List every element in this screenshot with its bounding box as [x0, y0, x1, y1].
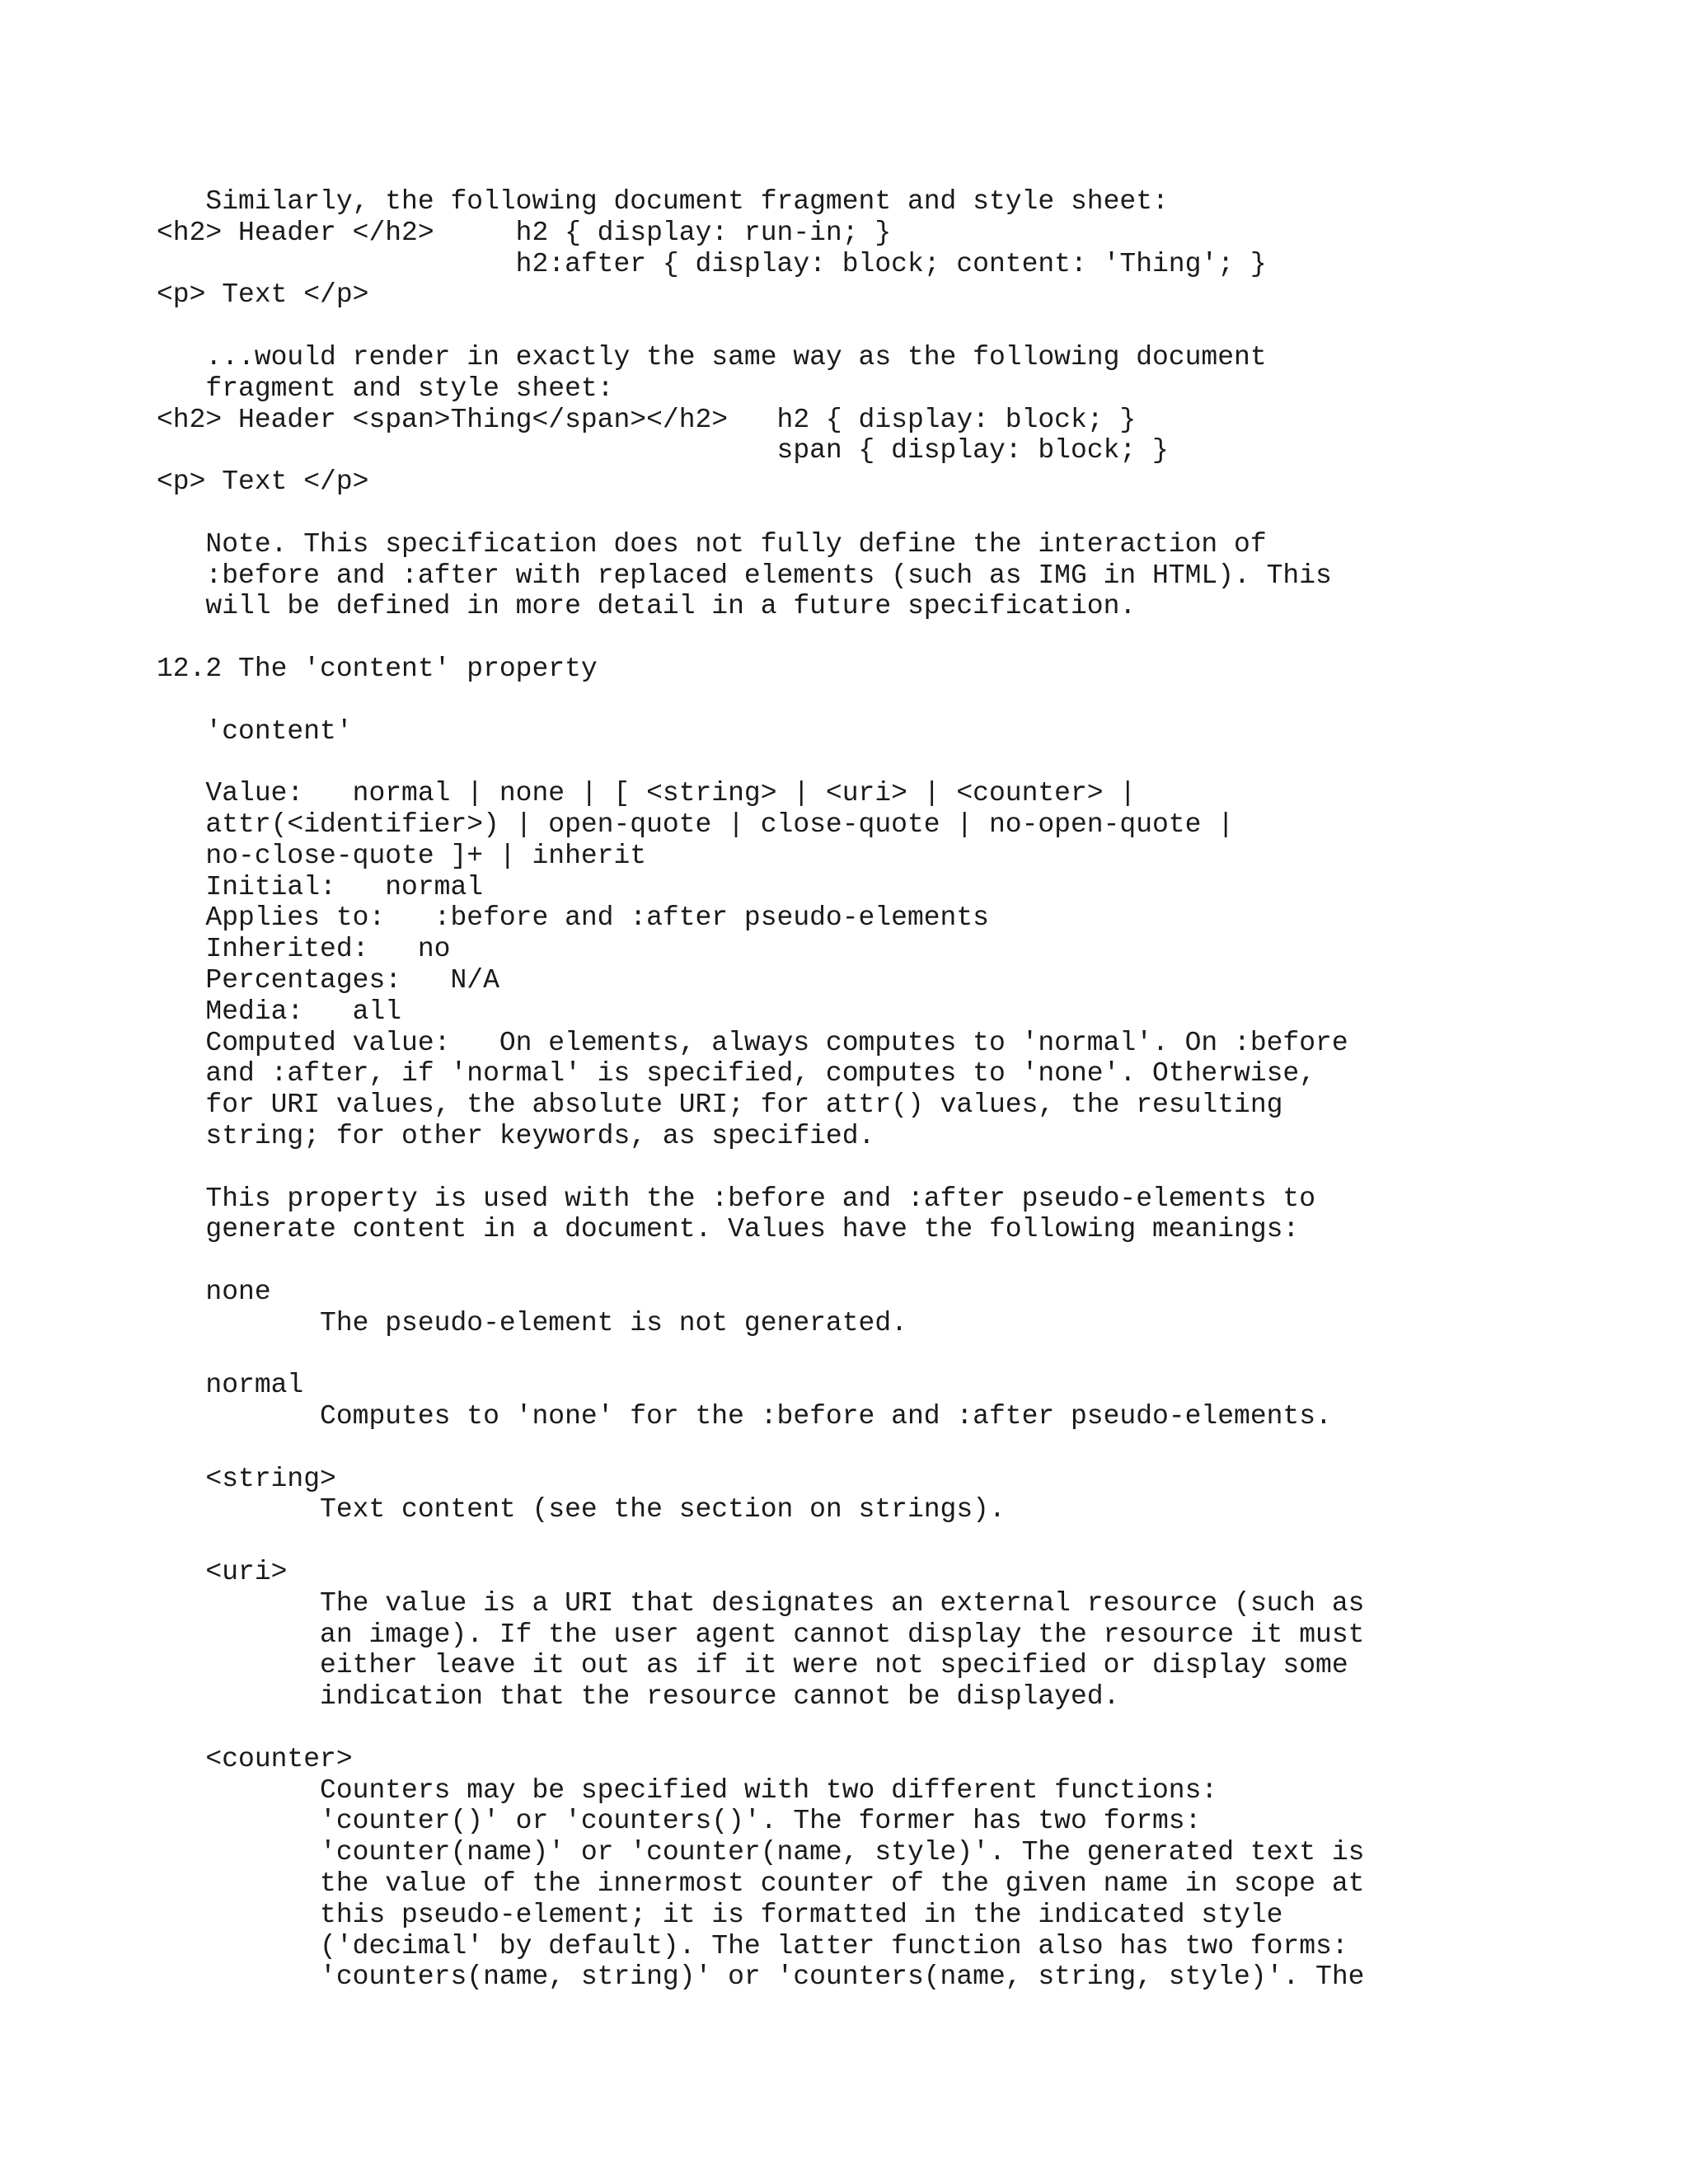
- definition-text: 'counter(name)' or 'counter(name, style)'. The generated text is: [157, 1837, 1365, 1868]
- definition-text: Counters may be specified with two different functions:: [157, 1774, 1218, 1806]
- text-line: Note. This specification does not fully define the interaction of: [157, 528, 1267, 560]
- text-line: and :after, if 'normal' is specified, computes to 'none'. Otherwise,: [157, 1058, 1316, 1090]
- blank-line: [157, 1338, 1364, 1370]
- definition-text: 'counter()' or 'counters()'. The former has two forms:: [157, 1806, 1202, 1837]
- blank-line: [157, 1432, 1364, 1464]
- text-line: This property is used with the :before and :after pseudo-elements to: [157, 1183, 1316, 1214]
- text-line: Similarly, the following document fragment and style sheet:: [157, 186, 1169, 217]
- definition-text: either leave it out as if it were not specified or display some: [157, 1650, 1348, 1681]
- blank-line: [157, 1713, 1364, 1744]
- definition-term: <uri>: [157, 1557, 288, 1588]
- blank-line: [157, 1526, 1364, 1557]
- property-percentages: Percentages: N/A: [157, 964, 499, 996]
- text-line: generate content in a document. Values have the following meanings:: [157, 1214, 1300, 1245]
- definition-text: this pseudo-element; it is formatted in the indicated style: [157, 1899, 1283, 1930]
- text-line: fragment and style sheet:: [157, 373, 614, 404]
- definition-text: the value of the innermost counter of the given name in scope at: [157, 1868, 1365, 1900]
- document-text: [157, 186, 1364, 1993]
- blank-line: [157, 747, 1364, 778]
- text-line: span { display: block; }: [157, 435, 1169, 466]
- property-inherited: Inherited: no: [157, 934, 451, 965]
- text-line: :before and :after with replaced elements (such as IMG in HTML). This: [157, 560, 1332, 591]
- definition-text: indication that the resource cannot be displayed.: [157, 1681, 1120, 1713]
- section-heading: 12.2 The 'content' property: [157, 653, 598, 684]
- definition-text: 'counters(name, string)' or 'counters(name, string, style)'. The: [157, 1961, 1365, 1993]
- text-line: will be defined in more detail in a future specification.: [157, 591, 1137, 622]
- property-value-line: no-close-quote ]+ | inherit: [157, 840, 647, 871]
- text-line: <h2> Header </h2> h2 { display: run-in; }: [157, 217, 892, 248]
- definition-text: Computes to 'none' for the :before and :after pseudo-elements.: [157, 1401, 1332, 1432]
- blank-line: [157, 622, 1364, 654]
- definition-text: Text content (see the section on strings).: [157, 1494, 1006, 1526]
- property-initial: Initial: normal: [157, 871, 484, 902]
- property-value-line: Value: normal | none | [ <string> | <uri> | <counter> |: [157, 778, 1137, 809]
- text-line: <p> Text </p>: [157, 466, 369, 498]
- definition-text: an image). If the user agent cannot display the resource it must: [157, 1619, 1365, 1650]
- definition-text: The value is a URI that designates an external resource (such as: [157, 1587, 1365, 1619]
- text-line: ...would render in exactly the same way as the following document: [157, 341, 1267, 373]
- property-media: Media: all: [157, 996, 402, 1027]
- property-value-line: attr(<identifier>) | open-quote | close-quote | no-open-quote |: [157, 808, 1235, 840]
- text-line: for URI values, the absolute URI; for attr() values, the resulting: [157, 1090, 1283, 1121]
- text-line: string; for other keywords, as specified.: [157, 1120, 875, 1151]
- blank-line: [157, 498, 1364, 529]
- text-line: h2:after { display: block; content: 'Thing'; }: [157, 248, 1267, 279]
- definition-term: <string>: [157, 1463, 336, 1494]
- blank-line: [157, 1245, 1364, 1277]
- blank-line: [157, 685, 1364, 716]
- property-name: 'content': [157, 715, 353, 747]
- definition-term: none: [157, 1276, 271, 1307]
- definition-term: <counter>: [157, 1743, 353, 1774]
- property-computed-value: Computed value: On elements, always computes to 'normal'. On :before: [157, 1027, 1348, 1058]
- blank-line: [157, 311, 1364, 342]
- definition-text: The pseudo-element is not generated.: [157, 1307, 907, 1338]
- definition-term: normal: [157, 1370, 304, 1401]
- definition-text: ('decimal' by default). The latter function also has two forms:: [157, 1930, 1348, 1961]
- text-line: <p> Text </p>: [157, 279, 369, 311]
- text-line: <h2> Header <span>Thing</span></h2> h2 { display: block; }: [157, 404, 1137, 435]
- blank-line: [157, 1152, 1364, 1183]
- property-applies-to: Applies to: :before and :after pseudo-elements: [157, 902, 989, 934]
